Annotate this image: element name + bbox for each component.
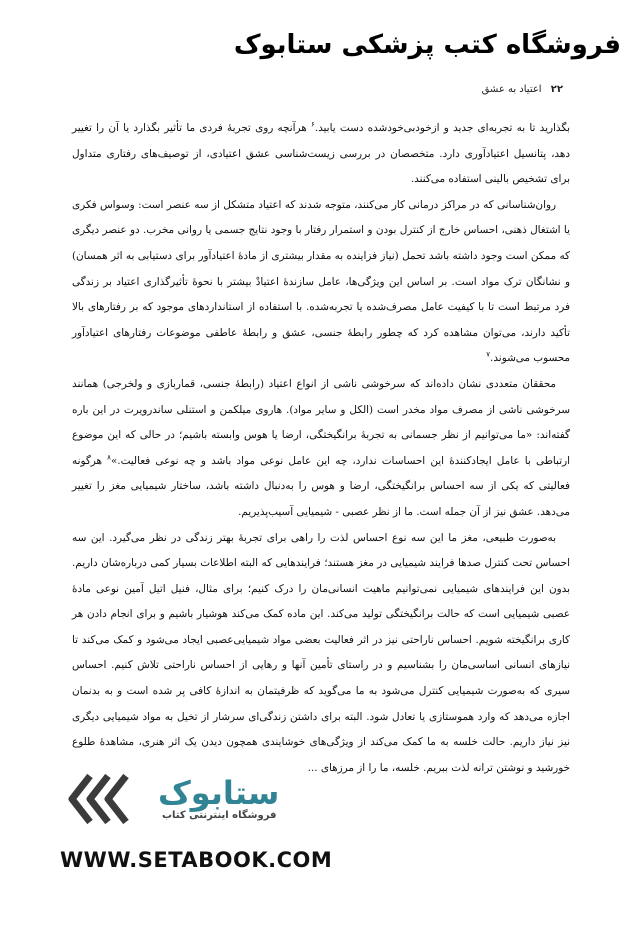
paragraph-text: محققان متعددی نشان داده‌اند که سرخوشی ناشی از انواع اعتیاد (رابطهٔ جنسی، قماربازی و ولخرجی) همانند سرخوشی ناشی از مصرف مواد مخدر است (الکل و سایر مواد). هاروی میلکمن و استنلی ساندرویرت در این باره گفته‌اند: «ما می‌توانیم از نظر جسمانی به تجربهٔ برانگیختگی، ارضا یا هوس وابسته باشیم؛ در حالی که این موضوع ارتباطی با عامل ایجادکنندهٔ این احساسات ندارد، چه این عامل نوعی مواد باشد و چه نوعی فعالیت.» — [72, 377, 570, 467]
paragraph-text: هرگونه فعالیتی که یکی از سه احساس برانگیختگی، ارضا و هوس را به‌دنبال داشته باشد، ساختار شیمیایی مغز را تغییر می‌دهد. عشق نیز از آن جمله است. ما از نظر عصبی - شیمیایی آسیب‌پذیریم. — [72, 454, 570, 518]
footnote-ref: ۷ — [486, 350, 491, 359]
site-url: WWW.SETABOOK.COM — [60, 848, 333, 872]
watermark-tagline: فروشگاه اینترنتی کتاب — [162, 810, 277, 821]
running-head — [482, 84, 563, 95]
paragraph-4 — [72, 526, 570, 782]
footnote-ref: ۶ — [311, 120, 315, 129]
running-title: اعتیاد به عشق — [481, 84, 542, 95]
store-title: فروشگاه کتب پزشکی ستابوک — [233, 30, 621, 60]
page-body — [72, 116, 570, 781]
footnote-ref: ۸ — [107, 453, 111, 462]
page-number: ۲۲ — [550, 84, 563, 95]
paragraph-text: روان‌شناسانی که در مراکز درمانی کار می‌کنند، متوجه شدند که اعتیاد متشکل از سه عنصر است: وسواس فکری یا اشتغال ذهنی، احساس خارج از کنترل بودن و استمرار رفتار با وجود نتایج جسمی یا روانی مخرب. دو عنصر دیگری که ممکن است وجود داشته باشد تحمل (نیاز فزاینده به مقدار بیشتری از مادهٔ اعتیادآور برای دستیابی به اثر همسان) و نشانگان ترک مواد است. بر اساس این ویژگی‌ها، عامل سازندهٔ اعتیادْ بیشتر با نحوهٔ تأثیرگذاری اعتیاد بر زندگی فرد مرتبط است تا با کیفیت عامل مصرف‌شده یا تجربه‌شده. با استفاده از استانداردهای موجود که بر رفتارهای بالا تأکید دارند، می‌توان مشاهده کرد که چطور رابطهٔ جنسی، عشق و رابطهٔ عاطفی موضوعات رفتارهای اعتیادآور محسوب می‌شوند. — [72, 198, 570, 365]
paragraph-text: هرآنچه روی تجربهٔ فردی ما تأثیر بگذارد یا آن را تغییر دهد، پتانسیل اعتیادآوری دارد. متخصصان در بررسی زیست‌شناسی عشق اعتیادی، از توصیف‌های رفتاری متداول برای تشخیص بالینی استفاده می‌کنند. — [72, 122, 570, 186]
paragraph-text: به‌صورت طبیعی، مغز ما این سه نوع احساس لذت را راهی برای تجربهٔ بهتر زندگی در نظر می‌گیرد. این سه احساس تحت کنترل صدها فرایند شیمیایی در مغز هستند؛ فرایندهایی که البته اطلاعات بسیار کمی درباره‌شان داریم. بدون این فرایندهای شیمیایی نمی‌توانیم ماهیت انسانی‌مان را درک کنیم؛ برای مثال، فنیل اتیل آمین نوعی مادهٔ عصبی شیمیایی است که حالت برانگیختگی تولید می‌کند. این ماده کمک می‌کند هوشیار باشیم و برای انجام دادن هر کاری برانگیخته شویم. احساس ناراحتی نیز در اثر فعالیت بعضی مواد شیمیایی‌عصبی ایجاد می‌شود و کمک می‌کند تا نیازهای انسانی اساسی‌مان را بشناسیم و در راستای تأمین آنها و رهایی از احساس ناراحتی تلاش کنیم. احساس سیری که به‌صورت شیمیایی کنترل می‌شود به ما می‌گوید که ظرفیتمان به اندازهٔ کافی پر شده است و به بدنمان اجازه می‌دهد که وارد هموستازی یا تعادل شود. البته برای داشتن زندگی‌ای سرشار از تخیل به مواد شیمیایی دیگری نیز نیاز داریم. حالت خلسه به ما کمک می‌کند از ویژگی‌های خوشایندی همچون دیدن یک اثر هنری، مشاهدهٔ طلوع خورشید و نوشتن ترانه لذت ببریم. خلسه، ما را از مرزهای ... — [72, 531, 570, 774]
chevron-logo-icon — [62, 770, 142, 828]
paragraph-3 — [72, 372, 570, 526]
watermark-brand: ستابوک — [158, 774, 280, 812]
setabook-watermark — [62, 770, 352, 828]
paragraph-2 — [72, 193, 570, 372]
paragraph-text: بگذارید تا به تجربه‌ای جدید و ازخودبی‌خودشده دست یابید. — [314, 122, 570, 134]
paragraph-1 — [72, 116, 570, 193]
